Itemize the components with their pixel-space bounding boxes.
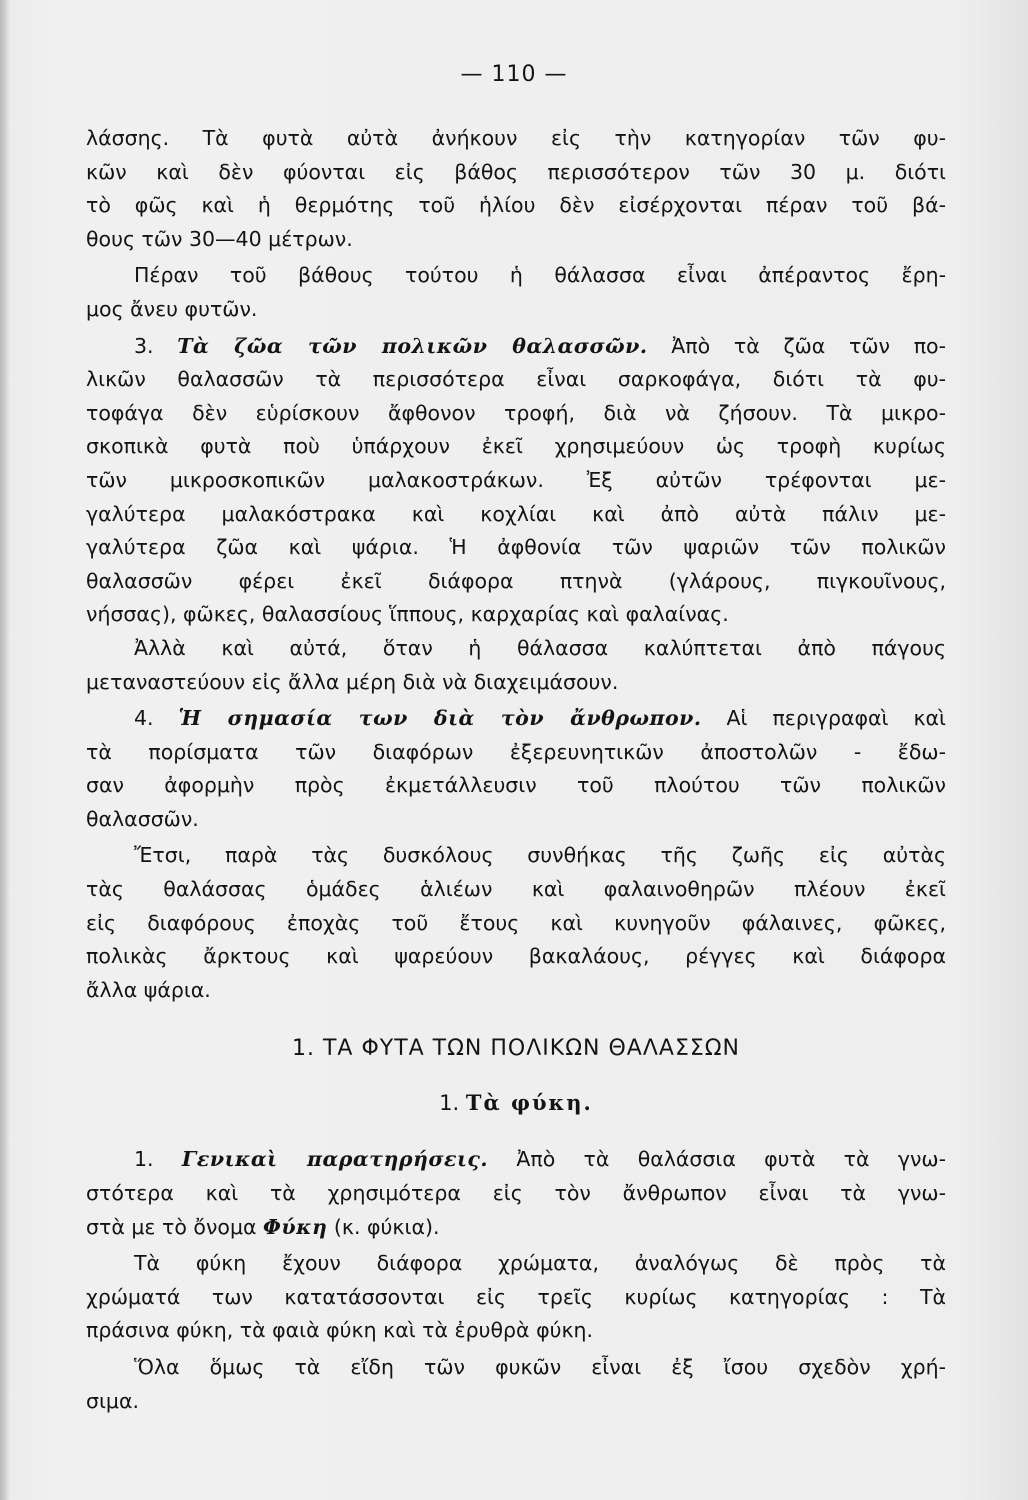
text-line: χρώματά των κατατάσσονται εἰς τρεῖς κυρίως κατηγορίας : Τὰ — [86, 1284, 946, 1309]
term-emphasis: Φύκη — [263, 1214, 328, 1239]
text-part: (κ. φύκια). — [333, 1214, 440, 1239]
subsection-number: 1. — [439, 1091, 460, 1116]
text-line: κῶν καὶ δὲν φύονται εἰς βάθος περισσότερον τῶν 30 μ. διότι — [86, 159, 946, 184]
text-line: σκοπικὰ φυτὰ ποὺ ὑπάρχουν ἐκεῖ χρησιμεύουν ὡς τροφὴ κυρίως — [86, 434, 946, 459]
paragraph-title: Τὰ ζῶα τῶν πολικῶν θαλασσῶν. — [177, 333, 648, 358]
text-line: γαλύτερα μαλακόστρακα καὶ κοχλίαι καὶ ἀπὸ αὐτὰ πάλιν με- — [86, 501, 946, 526]
text-line: σαν ἀφορμὴν πρὸς ἐκμετάλλευσιν τοῦ πλούτου τῶν πολικῶν — [86, 773, 946, 798]
text-line: ἄλλα ψάρια. — [86, 977, 211, 1002]
text-line: λικῶν θαλασσῶν τὰ περισσότερα εἶναι σαρκοφάγα, διότι τὰ φυ- — [86, 367, 946, 392]
text-line: λάσσης. Τὰ φυτὰ αὐτὰ ἀνήκουν εἰς τὴν κατηγορίαν τῶν φυ- — [86, 126, 946, 150]
paragraph-number: 1. — [134, 1147, 154, 1172]
text-line: τὸ φῶς καὶ ἡ θερμότης τοῦ ἡλίου δὲν εἰσέρχονται πέραν τοῦ βά- — [86, 193, 946, 218]
paragraph-number: 3. — [134, 333, 154, 358]
text-line: Ἔτσι, παρὰ τὰς δυσκόλους συνθήκας τῆς ζωῆς εἰς αὐτὰς — [134, 843, 946, 868]
text-line: στότερα καὶ τὰ χρησιμότερα εἰς τὸν ἄνθρωπον εἶναι τὰ γνω- — [86, 1181, 946, 1206]
text-line-with-term — [86, 1211, 946, 1245]
subsection-heading — [86, 1085, 946, 1121]
text-line: σιμα. — [86, 1388, 140, 1413]
text-line: τῶν μικροσκοπικῶν μαλακοστράκων. Ἐξ αὐτῶν τρέφονται με- — [86, 467, 946, 492]
text-line: θαλασσῶν φέρει ἐκεῖ διάφορα πτηνὰ (γλάρους, πιγκουῖνους, — [86, 568, 946, 593]
text-line: μος ἄνευ φυτῶν. — [86, 296, 258, 321]
paragraph-number: 4. — [134, 706, 154, 731]
page-number: — 110 — — [460, 62, 568, 87]
text-line: τὰς θαλάσσας ὁμάδες ἁλιέων καὶ φαλαινοθηρῶν πλέουν ἐκεῖ — [86, 877, 946, 902]
text-line: γαλύτερα ζῶα καὶ ψάρια. Ἡ ἀφθονία τῶν ψαριῶν τῶν πολικῶν — [86, 535, 946, 560]
text-line: μεταναστεύουν εἰς ἄλλα μέρη διὰ νὰ διαχειμάσουν. — [86, 669, 619, 694]
paragraph-title: Ἡ σημασία των διὰ τὸν ἄνθρωπον. — [178, 706, 702, 731]
text-line: νήσσας), φῶκες, θαλασσίους ἵππους, καρχαρίας καὶ φαλαίνας. — [86, 602, 729, 627]
text-line: πράσινα φύκη, τὰ φαιὰ φύκη καὶ τὰ ἐρυθρὰ φύκη. — [86, 1318, 594, 1343]
text-line: εἰς διαφόρους ἐποχὰς τοῦ ἔτους καὶ κυνηγοῦν φάλαινες, φῶκες, — [86, 910, 946, 935]
text-line: τὰ πορίσματα τῶν διαφόρων ἐξερευνητικῶν ἀποστολῶν - ἔδω- — [86, 739, 946, 764]
subsection-title: Τὰ φύκη. — [465, 1090, 593, 1116]
text-line: Τὰ φύκη ἔχουν διάφορα χρώματα, ἀναλόγως δὲ πρὸς τὰ — [134, 1251, 946, 1276]
text-line: πολικὰς ἄρκτους καὶ ψαρεύουν βακαλάους, ρέγγες καὶ διάφορα — [86, 944, 946, 969]
paragraph-3-first-line — [86, 330, 946, 364]
text-line: Ἀλλὰ καὶ αὐτά, ὅταν ἡ θάλασσα καλύπτεται ἀπὸ πάγους — [134, 635, 946, 660]
paragraph-text: Αἱ περιγραφαὶ καὶ — [726, 706, 946, 731]
page-edge-shadow — [0, 0, 10, 1500]
paragraph-text: Ἀπὸ τὰ θαλάσσια φυτὰ τὰ γνω- — [516, 1147, 946, 1172]
body-text — [86, 122, 946, 1418]
paragraph-4-first-line — [86, 702, 946, 736]
section-heading: 1. ΤΑ ΦΥΤΑ ΤΩΝ ΠΟΛΙΚΩΝ ΘΑΛΑΣΣΩΝ — [291, 1036, 741, 1062]
paragraph-text: Ἀπὸ τὰ ζῶα τῶν πο- — [671, 333, 946, 358]
text-part: στὰ με τὸ ὄνομα — [86, 1214, 257, 1239]
text-line: θους τῶν 30—40 μέτρων. — [86, 226, 353, 251]
text-line: θαλασσῶν. — [86, 806, 199, 831]
paragraph-title: Γενικαὶ παρατηρήσεις. — [181, 1147, 489, 1172]
text-line: τοφάγα δὲν εὑρίσκουν ἄφθονον τροφή, διὰ νὰ ζήσουν. Τὰ μικρο- — [86, 400, 946, 425]
text-line: Πέραν τοῦ βάθους τούτου ἡ θάλασσα εἶναι ἀπέραντος ἔρη- — [134, 263, 946, 288]
text-line: Ὅλα ὅμως τὰ εἴδη τῶν φυκῶν εἶναι ἐξ ἴσου σχεδὸν χρή- — [134, 1355, 946, 1379]
paragraph-1-first-line — [86, 1143, 946, 1177]
